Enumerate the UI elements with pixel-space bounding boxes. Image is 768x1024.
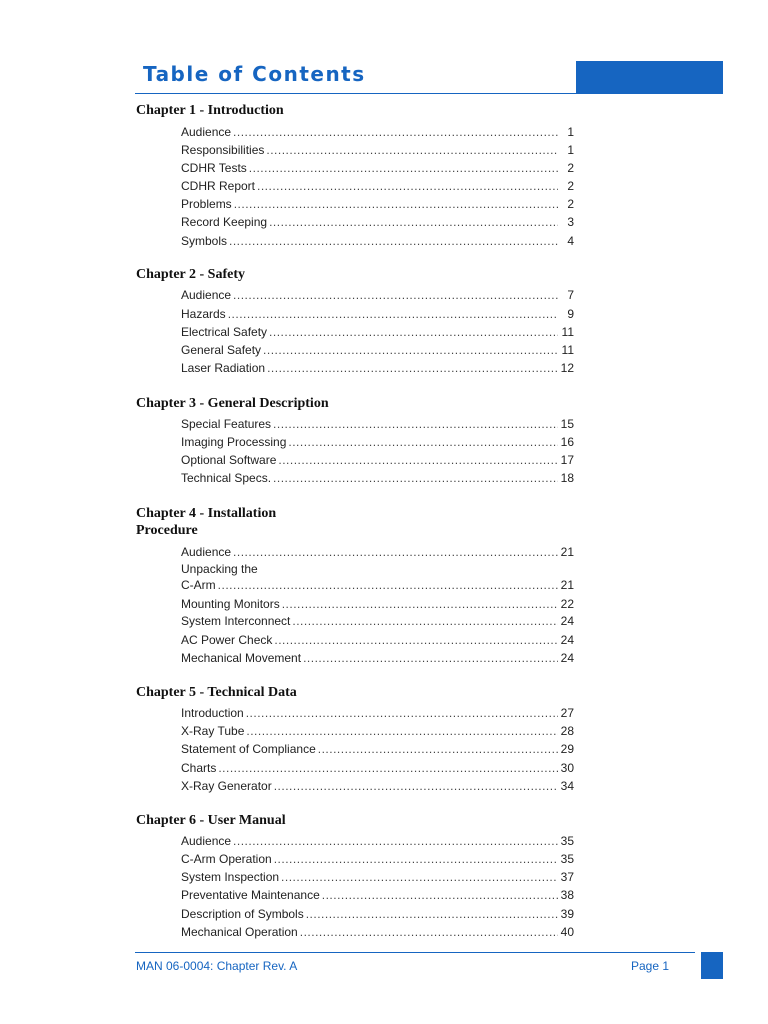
toc-entry[interactable]: Optional Software ..... 17 bbox=[181, 453, 574, 468]
footer-divider bbox=[135, 952, 695, 953]
toc-entry[interactable]: Audience ..... 21 bbox=[181, 545, 574, 560]
toc-entry[interactable]: X-Ray Tube ..... 28 bbox=[181, 724, 574, 739]
toc-entry[interactable]: Responsibilities ..... 1 bbox=[181, 143, 574, 158]
toc-entry-label-line1[interactable]: Unpacking the bbox=[181, 562, 258, 576]
chapter-heading: Chapter 4 - Installation bbox=[136, 506, 277, 521]
toc-entry[interactable]: Charts ..... 30 bbox=[181, 761, 574, 776]
toc-entry[interactable]: Audience ..... 1 bbox=[181, 125, 574, 140]
toc-entry[interactable]: Mechanical Operation ..... 40 bbox=[181, 925, 574, 940]
toc-entry[interactable]: Imaging Processing ..... 16 bbox=[181, 435, 574, 450]
chapter-heading: Chapter 3 - General Description bbox=[136, 396, 329, 411]
toc-entry[interactable]: Electrical Safety ..... 11 bbox=[181, 325, 574, 340]
chapter-heading: Chapter 1 - Introduction bbox=[136, 103, 284, 118]
chapter-heading: Chapter 2 - Safety bbox=[136, 267, 246, 282]
toc-entry[interactable]: Technical Specs. ..... 18 bbox=[181, 471, 574, 486]
toc-entry[interactable]: Audience ..... 35 bbox=[181, 834, 574, 849]
toc-entry[interactable]: Symbols ..... 4 bbox=[181, 234, 574, 249]
page-title: Table of Contents bbox=[143, 62, 366, 86]
toc-entry[interactable]: Mounting Monitors ..... 22 bbox=[181, 597, 574, 612]
toc-entry[interactable]: Statement of Compliance ..... 29 bbox=[181, 742, 574, 757]
toc-entry[interactable]: System Inspection ..... 37 bbox=[181, 870, 574, 885]
toc-entry[interactable]: Audience ..... 7 bbox=[181, 288, 574, 303]
toc-entry[interactable]: General Safety ..... 11 bbox=[181, 343, 574, 358]
toc-entry[interactable]: CDHR Tests ..... 2 bbox=[181, 161, 574, 176]
toc-entry[interactable]: CDHR Report ..... 2 bbox=[181, 179, 574, 194]
page-number: Page 1 bbox=[631, 959, 670, 973]
document-id: MAN 06-0004: Chapter Rev. A bbox=[136, 959, 298, 973]
toc-entry[interactable]: Description of Symbols ..... 39 bbox=[181, 907, 574, 922]
toc-entry[interactable]: Record Keeping ..... 3 bbox=[181, 215, 574, 230]
chapter-heading-continued: Procedure bbox=[136, 523, 198, 538]
toc-entry[interactable]: Preventative Maintenance ..... 38 bbox=[181, 888, 574, 903]
toc-entry[interactable]: C-Arm ..... 21 bbox=[181, 578, 574, 593]
toc-entry[interactable]: AC Power Check ..... 24 bbox=[181, 633, 574, 648]
toc-entry[interactable]: Laser Radiation ..... 12 bbox=[181, 361, 574, 376]
toc-entry[interactable]: Special Features ..... 15 bbox=[181, 417, 574, 432]
toc-entry[interactable]: Mechanical Movement ..... 24 bbox=[181, 651, 574, 666]
footer-accent-block bbox=[701, 952, 723, 979]
toc-entry[interactable]: C-Arm Operation ..... 35 bbox=[181, 852, 574, 867]
toc-entry[interactable]: System Interconnect ..... 24 bbox=[181, 614, 574, 629]
toc-entry[interactable]: Problems ..... 2 bbox=[181, 197, 574, 212]
chapter-heading: Chapter 6 - User Manual bbox=[136, 813, 286, 828]
toc-entry[interactable]: Hazards ..... 9 bbox=[181, 307, 574, 322]
chapter-heading: Chapter 5 - Technical Data bbox=[136, 685, 297, 700]
toc-entry[interactable]: Introduction ..... 27 bbox=[181, 706, 574, 721]
header-divider bbox=[135, 93, 723, 94]
header-accent-block bbox=[576, 61, 723, 94]
toc-entry[interactable]: X-Ray Generator ..... 34 bbox=[181, 779, 574, 794]
